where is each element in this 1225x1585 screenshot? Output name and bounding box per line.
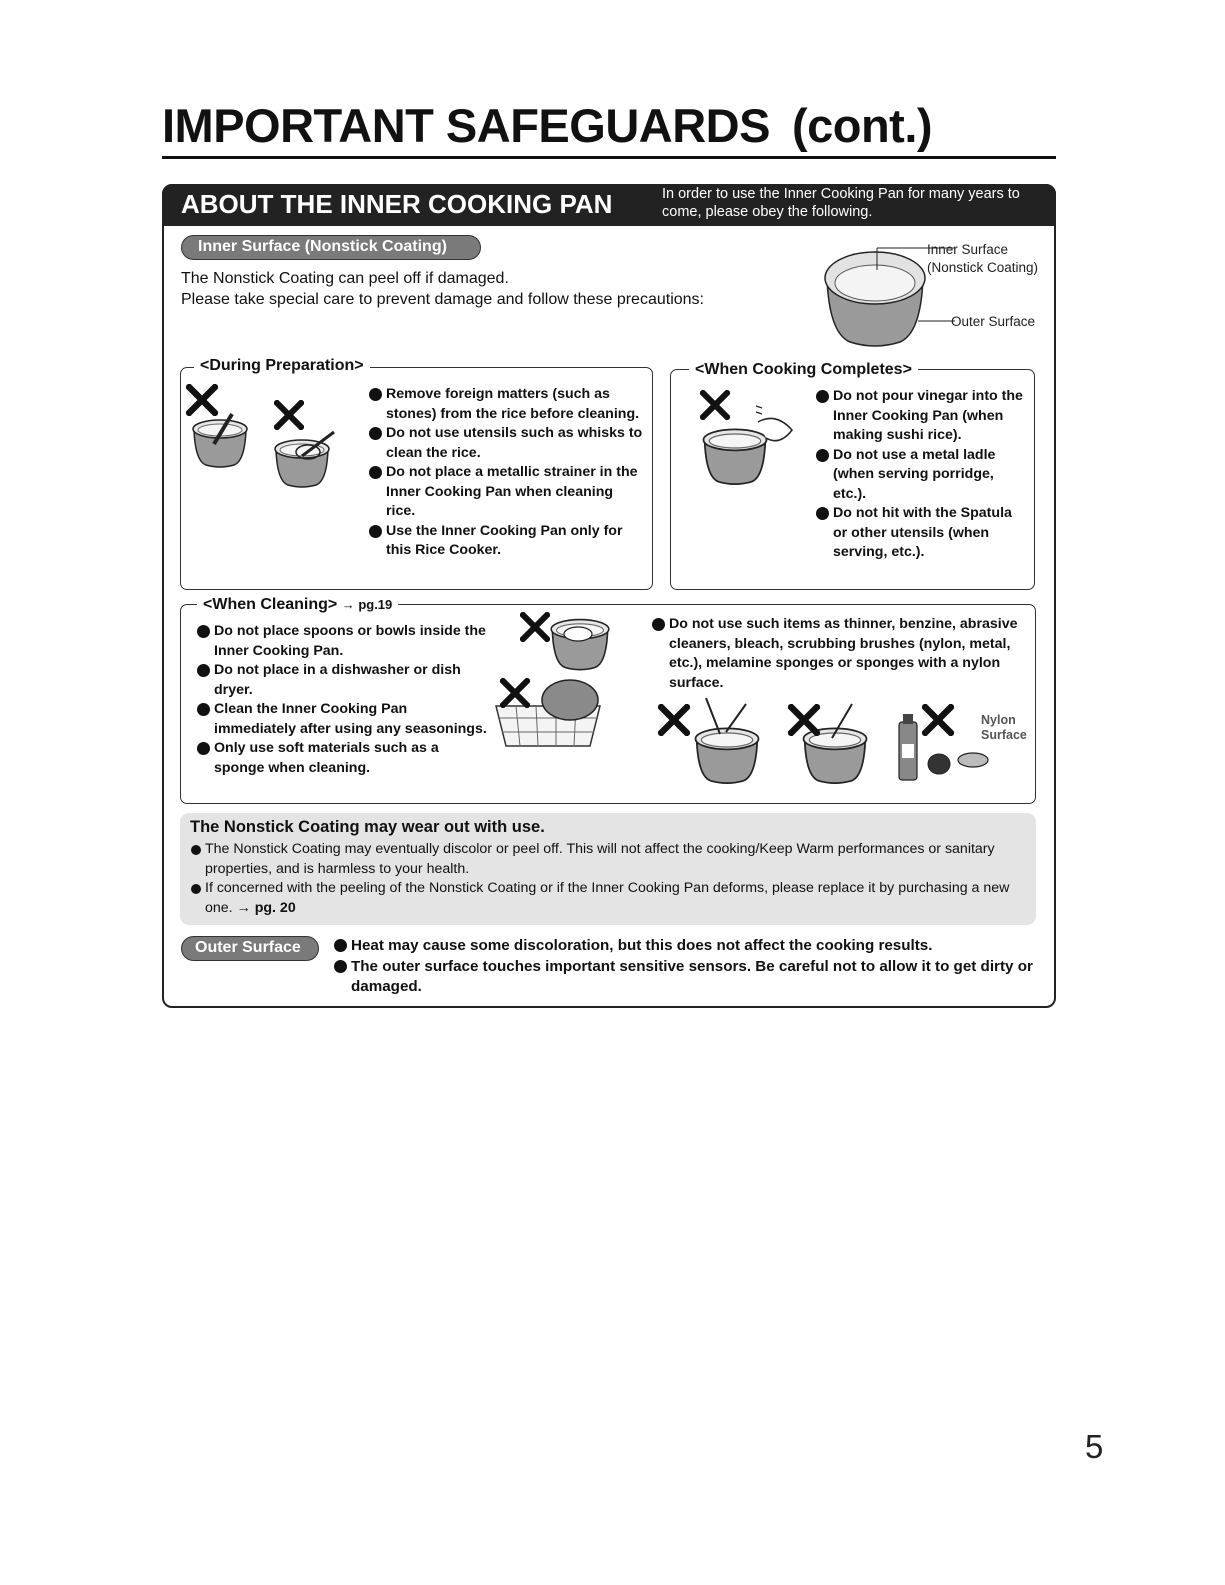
inner-surface-text-2: Please take special care to prevent damage and follow these precautions:: [181, 291, 704, 308]
surface-label: Surface: [981, 728, 1027, 742]
title-divider: [162, 156, 1056, 159]
inner-surface-text-1: The Nonstick Coating can peel off if damaged.: [181, 270, 509, 287]
cooking-completes-list: [816, 387, 1026, 563]
list-item: Heat may cause some discoloration, but this does not affect the cooking results.: [334, 936, 1034, 957]
cleaning-materials-illustration-icon: [656, 694, 1001, 790]
outer-surface-pill: Outer Surface: [181, 936, 319, 961]
page-title-suffix: (cont.): [791, 99, 933, 152]
page-title-main: IMPORTANT SAFEGUARDS: [162, 99, 770, 152]
during-preparation-title: <During Preparation>: [194, 357, 370, 375]
page-title: [162, 98, 932, 153]
list-item: Do not place a metallic strainer in the Inner Cooking Pan when cleaning rice.: [369, 463, 644, 522]
wear-notice-item-text: If concerned with the peeling of the Nonstick Coating or if the Inner Cooking Pan deforms, please replace it by purchasing a new one.: [205, 880, 1010, 916]
when-cleaning-list-right: [652, 615, 1027, 693]
diagram-label-outer: Outer Surface: [951, 314, 1036, 329]
wear-notice-list: [190, 840, 1025, 918]
when-cleaning-page-ref[interactable]: → pg.19: [341, 597, 393, 612]
diagram-label-inner: [927, 241, 1038, 277]
list-item: Do not use utensils such as whisks to clean the rice.: [369, 424, 644, 463]
nylon-label: Nylon: [981, 713, 1016, 727]
cooking-completes-illustration-icon: [696, 386, 806, 490]
nylon-surface-label: [981, 713, 1027, 743]
cleaning-dish-illustration-icon: [490, 610, 630, 750]
list-item: Do not pour vinegar into the Inner Cooking Pan (when making sushi rice).: [816, 387, 1026, 446]
list-item: Only use soft materials such as a sponge when cleaning.: [197, 739, 487, 778]
list-item: Do not hit with the Spatula or other utensils (when serving, etc.).: [816, 504, 1026, 563]
list-item: Do not place spoons or bowls inside the Inner Cooking Pan.: [197, 622, 487, 661]
section-intro: In order to use the Inner Cooking Pan for many years to come, please obey the following.: [662, 186, 1020, 220]
list-item: The Nonstick Coating may eventually discolor or peel off. This will not affect the cooking/Keep Warm performances or sanitary properties, and is harmless to your health.: [190, 840, 1025, 879]
list-item: The outer surface touches important sensitive sensors. Be careful not to allow it to get dirty or damaged.: [334, 957, 1034, 998]
list-item: Do not place in a dishwasher or dish dryer.: [197, 661, 487, 700]
label-nonstick-coating: (Nonstick Coating): [927, 260, 1039, 275]
outer-surface-list: [334, 936, 1034, 998]
when-cleaning-label: <When Cleaning>: [203, 596, 338, 613]
wear-notice-title: The Nonstick Coating may wear out with use.: [190, 818, 545, 836]
list-item: Use the Inner Cooking Pan only for this Rice Cooker.: [369, 522, 644, 561]
page-number: 5: [1085, 1428, 1104, 1465]
cooking-completes-title: <When Cooking Completes>: [689, 361, 918, 379]
section-title: ABOUT THE INNER COOKING PAN: [181, 189, 613, 219]
list-item: Do not use a metal ladle (when serving porridge, etc.).: [816, 446, 1026, 505]
list-item: Clean the Inner Cooking Pan immediately after using any seasonings.: [197, 700, 487, 739]
preparation-illustration-icon: [184, 384, 364, 502]
when-cleaning-title: [197, 596, 398, 614]
inner-surface-pill: Inner Surface (Nonstick Coating): [181, 235, 481, 260]
label-inner-surface: Inner Surface: [927, 242, 1009, 257]
page-20-ref[interactable]: → pg. 20: [236, 899, 296, 916]
when-cleaning-list-left: [197, 622, 487, 778]
list-item: Remove foreign matters (such as stones) from the rice before cleaning.: [369, 385, 644, 424]
list-item: Do not use such items as thinner, benzine, abrasive cleaners, bleach, scrubbing brushes (nylon, metal, etc.), melamine sponges or sponges with a nylon surface.: [652, 615, 1027, 693]
during-preparation-list: [369, 385, 644, 561]
list-item: [190, 879, 1025, 918]
